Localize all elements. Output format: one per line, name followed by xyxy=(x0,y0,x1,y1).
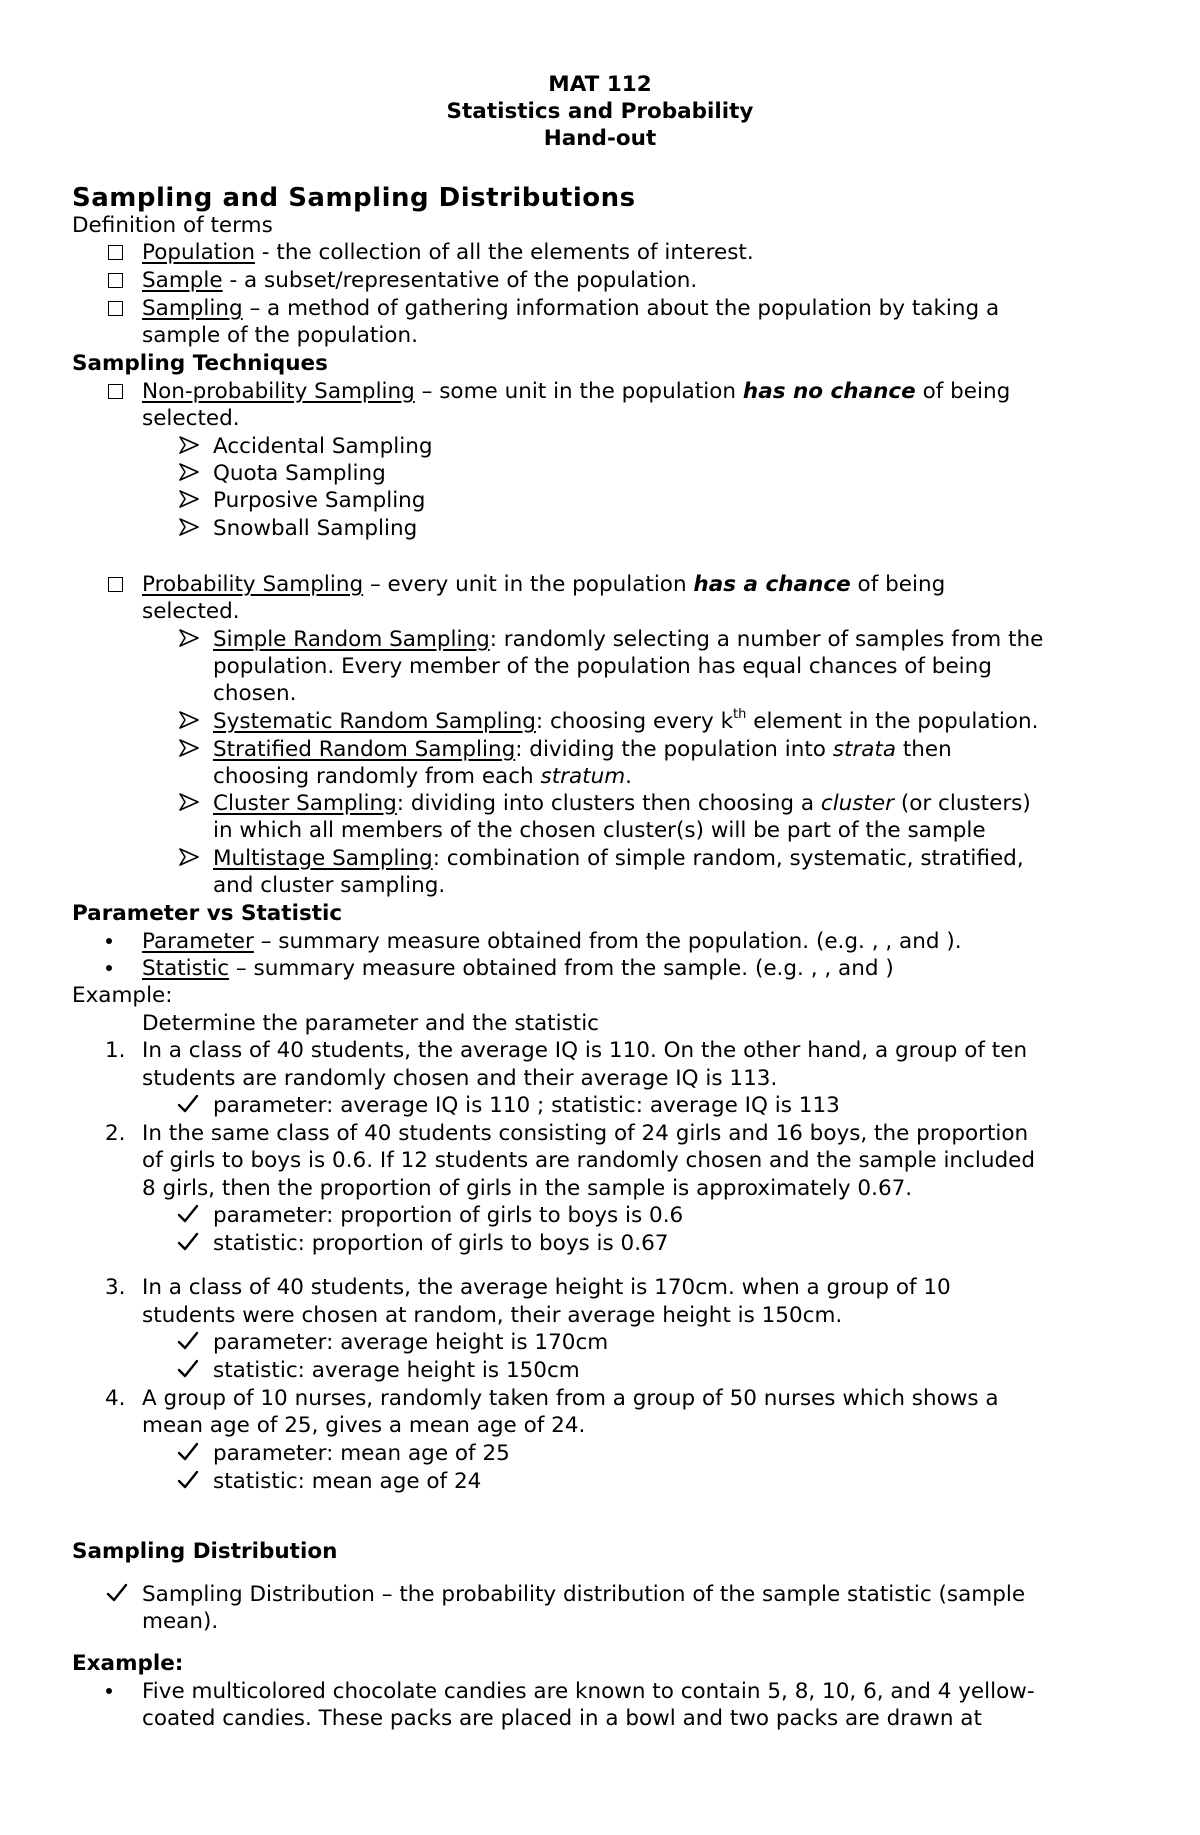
checkmark-icon xyxy=(177,1094,199,1114)
checkbox-bullet-icon xyxy=(108,273,123,288)
example-answer: parameter: average height is 170cm xyxy=(213,1330,609,1355)
strat-def-cont xyxy=(213,766,632,788)
sampling-distribution-definition-cont: mean). xyxy=(142,1609,219,1634)
term-statistic: Statistic xyxy=(142,956,230,981)
section-title-sampling-distribution: Sampling Distribution xyxy=(72,1539,338,1564)
arrow-bullet-icon xyxy=(178,463,200,481)
checkmark-icon xyxy=(106,1583,128,1603)
example-instruction: Determine the parameter and the statistic xyxy=(142,1011,600,1036)
example-answer: parameter: proportion of girls to boys is 0.6 xyxy=(213,1203,684,1228)
example-item-text: students were chosen at random, their average height is 150cm. xyxy=(142,1303,843,1328)
item-number: 3. xyxy=(105,1275,126,1300)
example-item-text: 8 girls, then the proportion of girls in the sample is approximately 0.67. xyxy=(142,1176,913,1201)
strat-def: : dividing the population into xyxy=(515,737,833,762)
course-code: MAT 112 xyxy=(548,72,652,97)
emphasis-strata: strata xyxy=(832,737,897,762)
checkmark-icon xyxy=(177,1442,199,1462)
multi-def-cont: and cluster sampling. xyxy=(213,873,446,898)
arrow-bullet-icon xyxy=(178,848,200,866)
cluster-def: : dividing into clusters then choosing a xyxy=(396,791,821,816)
section-title-parameter-statistic: Parameter vs Statistic xyxy=(72,901,343,926)
prob-def-end: of being xyxy=(850,572,946,597)
document-type: Hand-out xyxy=(543,126,657,151)
term-population: Population xyxy=(142,240,255,265)
sampling-definition-cont: sample of the population. xyxy=(142,323,418,348)
emphasis-cluster: cluster xyxy=(820,791,894,816)
parameter-def: – summary measure obtained from the population. (e.g. , , and ). xyxy=(253,929,962,954)
section-title-techniques: Sampling Techniques xyxy=(72,351,328,376)
nonprob-def-cont: selected. xyxy=(142,406,240,431)
arrow-bullet-icon xyxy=(178,739,200,757)
sampling-definition: – a method of gathering information about the population by taking a xyxy=(242,296,1000,321)
definitions-label: Definition of terms xyxy=(72,213,273,238)
superscript-th: th xyxy=(733,706,747,722)
emphasis-no-chance: has no chance xyxy=(742,379,916,404)
nonprob-item: Accidental Sampling xyxy=(213,434,433,459)
parameter-definition xyxy=(142,931,962,953)
emphasis-stratum: stratum xyxy=(540,764,626,789)
stratified-random-sampling xyxy=(213,739,952,761)
cluster-def-end: (or clusters) xyxy=(894,791,1031,816)
bullet-dot-icon xyxy=(106,1688,112,1694)
definition-sampling xyxy=(142,298,999,320)
sys-def-end: element in the population. xyxy=(746,709,1039,734)
item-number: 4. xyxy=(105,1386,126,1411)
arrow-bullet-icon xyxy=(178,490,200,508)
example-item-text: In the same class of 40 students consisting of 24 girls and 16 boys, the proportion xyxy=(142,1121,1029,1146)
bullet-dot-icon xyxy=(106,938,112,944)
example-text: Five multicolored chocolate candies are known to contain 5, 8, 10, 6, and 4 yellow- xyxy=(142,1679,1035,1704)
statistic-definition xyxy=(142,958,894,980)
multi-def: : combination of simple random, systematic, stratified, xyxy=(432,846,1024,871)
example-item-text: A group of 10 nurses, randomly taken from a group of 50 nurses which shows a xyxy=(142,1386,999,1411)
strat-def-2: choosing randomly from each xyxy=(213,764,541,789)
sampling-distribution-definition: Sampling Distribution – the probability distribution of the sample statistic (sample xyxy=(142,1582,1026,1607)
checkmark-icon xyxy=(177,1232,199,1252)
example-item-text: students are randomly chosen and their average IQ is 113. xyxy=(142,1066,778,1091)
term-systematic: Systematic Random Sampling xyxy=(213,709,536,734)
example-label-bold: Example: xyxy=(72,1651,184,1676)
checkmark-icon xyxy=(177,1470,199,1490)
term-stratified: Stratified Random Sampling xyxy=(213,737,516,762)
nonprob-item: Snowball Sampling xyxy=(213,516,418,541)
nonprob-item: Quota Sampling xyxy=(213,461,386,486)
arrow-bullet-icon xyxy=(178,518,200,536)
nonprobability-sampling xyxy=(142,381,1010,403)
example-answer: statistic: proportion of girls to boys is 0.67 xyxy=(213,1231,669,1256)
term-multistage: Multistage Sampling xyxy=(213,846,433,871)
emphasis-has-chance: has a chance xyxy=(693,572,851,597)
srs-def: : randomly selecting a number of samples from the xyxy=(489,627,1044,652)
statistic-def: – summary measure obtained from the sample. (e.g. , , and ) xyxy=(229,956,894,981)
term-nonprobability: Non-probability Sampling xyxy=(142,379,415,404)
term-sampling: Sampling xyxy=(142,296,243,321)
nonprob-def: – some unit in the population xyxy=(414,379,743,404)
systematic-random-sampling xyxy=(213,706,1039,734)
checkmark-icon xyxy=(177,1359,199,1379)
example-label: Example: xyxy=(72,983,173,1008)
probability-sampling xyxy=(142,574,945,596)
course-subject: Statistics and Probability xyxy=(446,99,754,124)
example-text-cont: coated candies. These packs are placed in a bowl and two packs are drawn at xyxy=(142,1706,982,1731)
example-item-text: of girls to boys is 0.6. If 12 students are randomly chosen and the sample included xyxy=(142,1148,1035,1173)
checkmark-icon xyxy=(177,1331,199,1351)
term-sample: Sample xyxy=(142,268,223,293)
example-answer: parameter: average IQ is 110 ; statistic: average IQ is 113 xyxy=(213,1093,840,1118)
sample-definition: - a subset/representative of the population. xyxy=(222,268,698,293)
term-simple-random: Simple Random Sampling xyxy=(213,627,490,652)
strat-def-2-end: . xyxy=(625,764,633,789)
item-number: 1. xyxy=(105,1038,126,1063)
bullet-dot-icon xyxy=(106,965,112,971)
nonprob-item: Purposive Sampling xyxy=(213,488,426,513)
example-answer: statistic: mean age of 24 xyxy=(213,1469,482,1494)
definition-sample xyxy=(142,270,697,292)
cluster-sampling xyxy=(213,793,1031,815)
section-title-sampling: Sampling and Sampling Distributions xyxy=(72,183,636,213)
multistage-sampling xyxy=(213,848,1024,870)
cluster-def-cont: in which all members of the chosen cluster(s) will be part of the sample xyxy=(213,818,986,843)
simple-random-sampling xyxy=(213,629,1043,651)
definition-population xyxy=(142,242,754,264)
example-answer: parameter: mean age of 25 xyxy=(213,1441,510,1466)
checkbox-bullet-icon xyxy=(108,577,123,592)
checkbox-bullet-icon xyxy=(108,245,123,260)
term-parameter: Parameter xyxy=(142,929,254,954)
population-definition: - the collection of all the elements of interest. xyxy=(254,240,754,265)
checkbox-bullet-icon xyxy=(108,384,123,399)
example-item-text: In a class of 40 students, the average height is 170cm. when a group of 10 xyxy=(142,1275,951,1300)
arrow-bullet-icon xyxy=(178,629,200,647)
arrow-bullet-icon xyxy=(178,793,200,811)
strat-def-end: then xyxy=(896,737,952,762)
checkmark-icon xyxy=(177,1204,199,1224)
sys-def: : choosing every k xyxy=(535,709,734,734)
example-item-text: In a class of 40 students, the average IQ is 110. On the other hand, a group of ten xyxy=(142,1038,1028,1063)
item-number: 2. xyxy=(105,1121,126,1146)
nonprob-def-end: of being xyxy=(915,379,1011,404)
example-answer: statistic: average height is 150cm xyxy=(213,1358,580,1383)
term-probability: Probability Sampling xyxy=(142,572,364,597)
term-cluster: Cluster Sampling xyxy=(213,791,397,816)
checkbox-bullet-icon xyxy=(108,301,123,316)
arrow-bullet-icon xyxy=(178,711,200,729)
prob-def-cont: selected. xyxy=(142,599,240,624)
srs-def-cont: chosen. xyxy=(213,681,297,706)
srs-def-cont: population. Every member of the population has equal chances of being xyxy=(213,654,992,679)
example-item-text: mean age of 25, gives a mean age of 24. xyxy=(142,1413,586,1438)
arrow-bullet-icon xyxy=(178,436,200,454)
prob-def: – every unit in the population xyxy=(363,572,694,597)
